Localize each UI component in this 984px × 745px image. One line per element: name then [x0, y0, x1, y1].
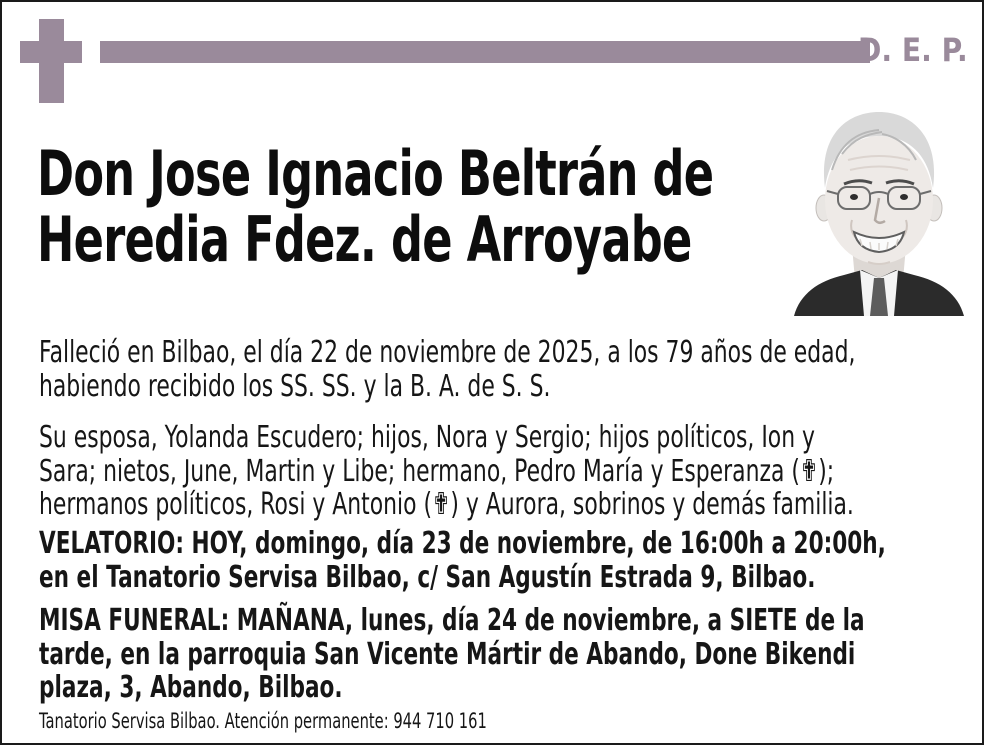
funeral-notice: MISA FUNERAL: MAÑANA, lunes, día 24 de noviembre, a SIETE de la tarde, en la parroquia San Vicente Mártir de Abando, Done Bikendi plaza, 3, Abando, Bilbao.: [39, 603, 865, 705]
memorial-cross-icon: [20, 19, 82, 103]
portrait-photo: [790, 98, 968, 316]
dep-label: D. E. P.: [858, 31, 968, 69]
portrait-eye-left: [850, 194, 858, 200]
header-rule: [100, 41, 870, 63]
contact-line: Tanatorio Servisa Bilbao. Atención permanente: 944 710 161: [39, 709, 487, 733]
wake-notice: VELATORIO: HOY, domingo, día 23 de noviembre, de 16:00h a 20:00h, en el Tanatorio Servisa Bilbao, c/ San Agustín Estrada 9, Bilbao.: [39, 526, 886, 595]
death-notice: Falleció en Bilbao, el día 22 de noviembre de 2025, a los 79 años de edad, habiendo recibido los SS. SS. y la B. A. de S. S.: [39, 335, 856, 404]
family-notice: Su esposa, Yolanda Escudero; hijos, Nora y Sergio; hijos políticos, Ion y Sara; nietos, June, Martin y Libe; hermano, Pedro María y Esperanza (✟); hermanos políticos, Rosi y Antonio (✟) y Aurora, sobrinos y demás familia.: [39, 420, 854, 522]
deceased-name: Don Jose Ignacio Beltrán de Heredia Fdez. de Arroyabe: [37, 137, 714, 276]
portrait-eye-right: [900, 194, 908, 200]
cross-horizontal-arm: [20, 41, 82, 63]
